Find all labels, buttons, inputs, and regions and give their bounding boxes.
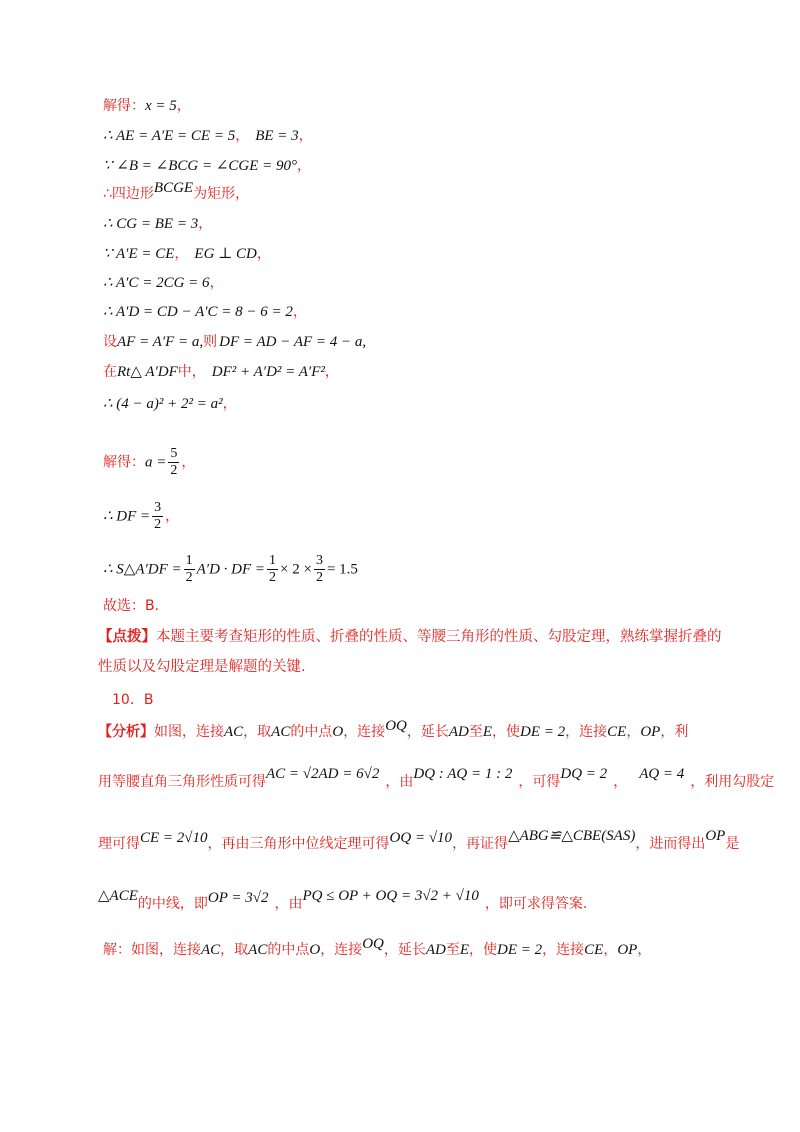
line-ae-equal	[103, 126, 313, 146]
math-expr: ∴ CG = BE = 3	[103, 216, 199, 232]
line-area	[103, 553, 358, 586]
math-expr-2: DF² + A′D² = A′F²	[211, 364, 325, 380]
text-suffix: ，	[165, 508, 180, 525]
math-expr: ∴ A′D = CD − A′C = 8 − 6 = 2	[103, 304, 293, 320]
line-rectangle	[103, 180, 250, 204]
math-expr: ∴ DF =	[103, 508, 151, 525]
line-equation	[103, 394, 237, 414]
text-prefix: 解得：	[103, 98, 145, 114]
line-ad	[103, 302, 307, 322]
text-suffix: ，	[324, 364, 339, 380]
text-mid: 中，	[177, 364, 206, 380]
text-suffix: ，	[181, 454, 196, 471]
text-prefix: ∴四边形	[103, 186, 154, 202]
dianbo-text: 本题主要考查矩形的性质、折叠的性质、等腰三角形的性质、勾股定理，熟练掌握折叠的性质以及勾股定理是解题的关键.	[98, 629, 722, 675]
math-expr: x = 5	[145, 98, 177, 114]
line-angles	[103, 156, 311, 176]
fraction-3: $\frac{3}{2}$	[315, 553, 323, 585]
math-expr-2: DF = AD − AF = 4 − a,	[219, 334, 367, 350]
fraction-1: $\frac{1}{2}$	[185, 553, 193, 585]
question-10-label: 10．B	[112, 692, 154, 708]
text-suffix: ，	[298, 128, 313, 144]
text-suffix: ，	[256, 246, 271, 262]
text-suffix: ，	[222, 396, 237, 412]
text-prefix: 在	[103, 364, 117, 380]
analysis-line-1: 【分析】如图，连接AC，取AC的中点O，连接OQ，延长AD至E，使DE = 2，连接CE，OP，利	[98, 718, 689, 740]
math-expr-2: EG ⊥ CD	[194, 246, 257, 262]
line-cg	[103, 214, 212, 234]
text-sep: ，	[235, 128, 250, 144]
math-expr: BCGE	[153, 180, 194, 196]
math-expr: ∴ (4 − a)² + 2² = a²	[103, 396, 223, 412]
text-prefix: 设	[103, 334, 117, 350]
line-ae-ce	[103, 244, 271, 264]
text-suffix: ，	[176, 98, 191, 114]
line-solve-a	[103, 446, 195, 479]
dianbo-tag: 【点拨】	[98, 629, 156, 645]
math-expr: ∵ A′E = CE	[103, 246, 175, 262]
math-expr: a =	[145, 454, 167, 471]
math-expr: ∵ ∠B = ∠BCG = ∠CGE = 90°	[103, 158, 298, 174]
text-prefix: 解得：	[103, 454, 145, 471]
fraction: $\frac{5}{2}$	[170, 446, 178, 478]
math-expr: ∴ AE = A′E = CE = 5	[103, 128, 236, 144]
text-suffix: ，	[297, 158, 312, 174]
text-sep: ，	[174, 246, 189, 262]
analysis-line-4: △ACE的中线，即OP = 3√2 ，由PQ ≤ OP + OQ = 3√2 + √10 ，即可求得答案.	[98, 888, 588, 912]
text-suffix: ，	[198, 216, 213, 232]
line-answer	[103, 596, 159, 616]
math-expr: Rt△ A′DF	[117, 364, 178, 380]
text-mid: 则	[203, 334, 218, 350]
line-let-af	[103, 332, 366, 352]
math-expr: ∴ S△A′DF =	[103, 561, 182, 578]
math-expr: AF = A′F = a,	[117, 334, 204, 350]
analysis-line-2: 用等腰直角三角形性质可得AC = √2AD = 6√2 ，由DQ : AQ = 1 : 2 ，可得DQ = 2 ， AQ = 4 ，利用勾股定	[98, 766, 775, 790]
text-suffix: 为矩形，	[193, 186, 250, 202]
solution-line-1: 解：如图，连接AC，取AC的中点O，连接OQ，延长AD至E，使DE = 2，连接CE，OP，	[103, 936, 652, 958]
line-df	[103, 500, 179, 533]
fraction-2: $\frac{1}{2}$	[269, 553, 277, 585]
fraction: $\frac{3}{2}$	[154, 500, 162, 532]
line-solve-x	[103, 96, 191, 116]
line-pythagoras	[103, 362, 339, 382]
math-expr: ∴ A′C = 2CG = 6	[103, 275, 210, 291]
math-tail: = 1.5	[326, 561, 358, 578]
answer-text: 故选：B.	[103, 598, 160, 614]
dianbo-paragraph	[98, 622, 730, 682]
analysis-line-3: 理可得CE = 2√10，再由三角形中位线定理可得OQ = √10，再证得△ABG≌△CBE(SAS)，进而得出OP是	[98, 828, 740, 852]
text-suffix: ，	[209, 275, 224, 291]
math-expr-2: BE = 3	[255, 128, 299, 144]
math-mid-2: × 2 ×	[280, 561, 312, 578]
text-suffix: ，	[292, 304, 307, 320]
analysis-tag: 【分析】	[98, 724, 154, 740]
math-mid: A′D · DF =	[196, 561, 266, 578]
line-ac	[103, 273, 224, 293]
